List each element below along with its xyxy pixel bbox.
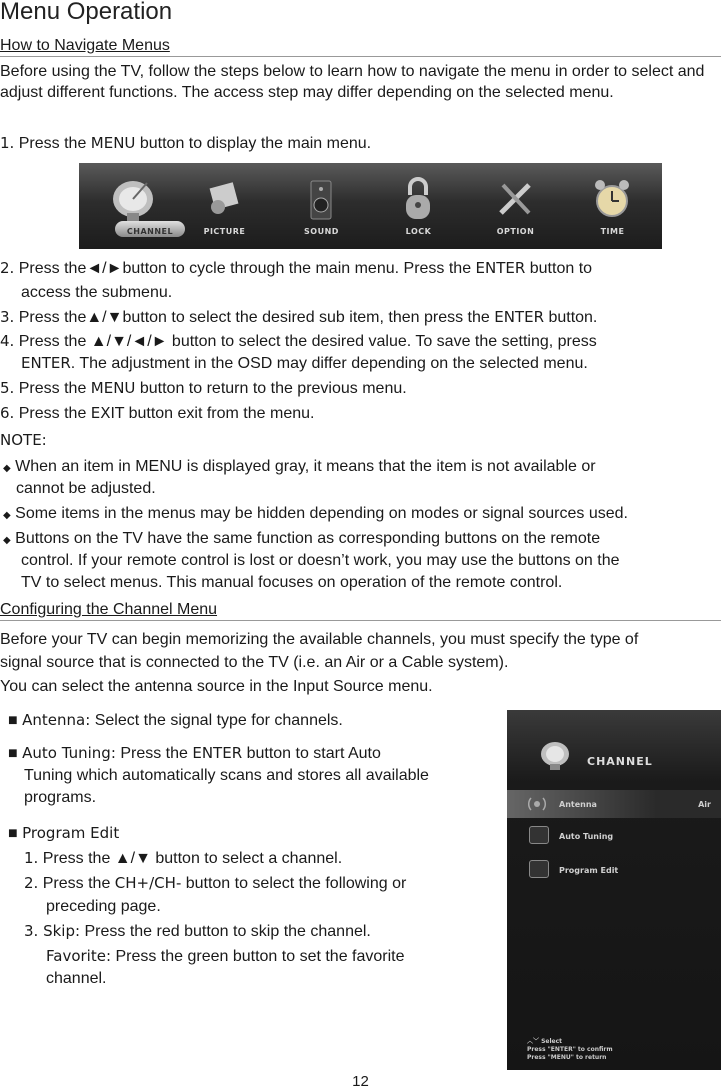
channel-intro-1: Before your TV can begin memorizing the available channels, you must specify the type of (0, 631, 639, 648)
favorite-item: Favorite: Press the green button to set the favorite (46, 947, 405, 965)
program-edit-step-2: 2. Press the CH+/CH- button to select the following or (24, 874, 407, 892)
step-5: 5. Press the MENU button to return to the previous menu. (0, 379, 407, 397)
step-4-line-2: ENTER. The adjustment in the OSD may differ depending on the selected menu. (21, 354, 588, 372)
square-bullet-icon: ■ (8, 712, 18, 729)
diamond-bullet-icon: ◆ (3, 535, 11, 546)
program-edit-item: ■ Program Edit (8, 824, 120, 842)
step-4: 4. Press the ▲/▼/◄/► button to select the desired value. To save the setting, press (0, 332, 597, 350)
osd-footer: ︿﹀ Select Press "ENTER" to confirm Press "MENU" to return (527, 1038, 613, 1061)
note-3: ◆ Buttons on the TV have the same function as corresponding buttons on the remote (3, 530, 601, 547)
note-3-line-3: TV to select menus. This manual focuses on operation of the remote control. (21, 574, 563, 591)
channel-osd-screenshot (507, 710, 721, 1070)
menu-item-option: OPTION (467, 163, 564, 249)
note-3-line-2: control. If your remote control is lost or doesn’t work, you may use the buttons on the (21, 552, 620, 569)
satellite-dish-icon (107, 173, 159, 223)
menu-item-lock: LOCK (370, 163, 467, 249)
favorite-line-2: channel. (46, 970, 107, 987)
step-2: 2. Press the◄/►button to cycle through the main menu. Press the ENTER button to (0, 259, 593, 277)
page-number: 12 (352, 1073, 369, 1090)
step-1: 1. Press the MENU button to display the main menu. (0, 134, 372, 152)
auto-tuning-item: ■ Auto Tuning: Press the ENTER button to start Auto (8, 744, 381, 762)
note-1: ◆ When an item in MENU is displayed gray, it means that the item is not available or (3, 458, 596, 475)
osd-title: CHANNEL (587, 755, 653, 768)
padlock-icon (398, 173, 438, 223)
channel-intro-3: You can select the antenna source in the Input Source menu. (0, 678, 433, 695)
satellite-dish-icon (537, 738, 573, 772)
menu-item-channel: CHANNEL (79, 163, 176, 249)
diamond-bullet-icon: ◆ (3, 510, 11, 521)
antenna-signal-icon (527, 795, 547, 813)
menu-item-picture: PICTURE (176, 163, 273, 249)
navigate-intro: Before using the TV, follow the steps below to learn how to navigate the menu in order to select and adjust different functions. The access step may differ depending on the selected menu. (0, 63, 705, 101)
diamond-bullet-icon: ◆ (3, 463, 11, 474)
program-edit-step-1: 1. Press the ▲/▼ button to select a channel. (24, 849, 343, 867)
picture-icon (204, 173, 244, 223)
alarm-clock-icon (592, 173, 632, 223)
step-3: 3. Press the▲/▼button to select the desired sub item, then press the ENTER button. (0, 308, 598, 326)
note-2: ◆ Some items in the menus may be hidden depending on modes or signal sources used. (3, 505, 628, 522)
auto-tuning-line-3: programs. (24, 789, 97, 806)
section-heading-channel: Configuring the Channel Menu (0, 601, 721, 621)
menu-item-sound: SOUND (273, 163, 370, 249)
step-2-line-2: access the submenu. (21, 284, 173, 301)
program-edit-step-3: 3. Skip: Press the red button to skip the channel. (24, 922, 371, 940)
osd-row-program-edit: Program Edit (507, 856, 721, 884)
menu-item-time: TIME (564, 163, 661, 249)
osd-row-auto-tuning: Auto Tuning (507, 822, 721, 850)
square-bullet-icon: ■ (8, 745, 18, 762)
note-label: NOTE: (0, 431, 47, 449)
edit-icon (529, 860, 549, 878)
speaker-icon (301, 173, 341, 223)
main-menu-bar (79, 163, 662, 249)
channel-intro-2: signal source that is connected to the TV (i.e. an Air or a Cable system). (0, 654, 509, 671)
auto-tuning-line-2: Tuning which automatically scans and stores all available (24, 767, 429, 784)
page-title: Menu Operation (0, 0, 173, 25)
step-6: 6. Press the EXIT button exit from the menu. (0, 404, 315, 422)
magnifier-icon (529, 826, 549, 844)
osd-row-antenna: Antenna Air (507, 790, 721, 818)
tools-icon (495, 173, 535, 223)
note-1-line-2: cannot be adjusted. (16, 480, 156, 497)
antenna-item: ■ Antenna: Select the signal type for channels. (8, 711, 343, 729)
up-down-arrows-icon: ︿﹀ (527, 1038, 542, 1045)
section-heading-navigate: How to Navigate Menus (0, 37, 721, 57)
square-bullet-icon: ■ (8, 825, 18, 842)
program-edit-step-2-line-2: preceding page. (46, 898, 161, 915)
